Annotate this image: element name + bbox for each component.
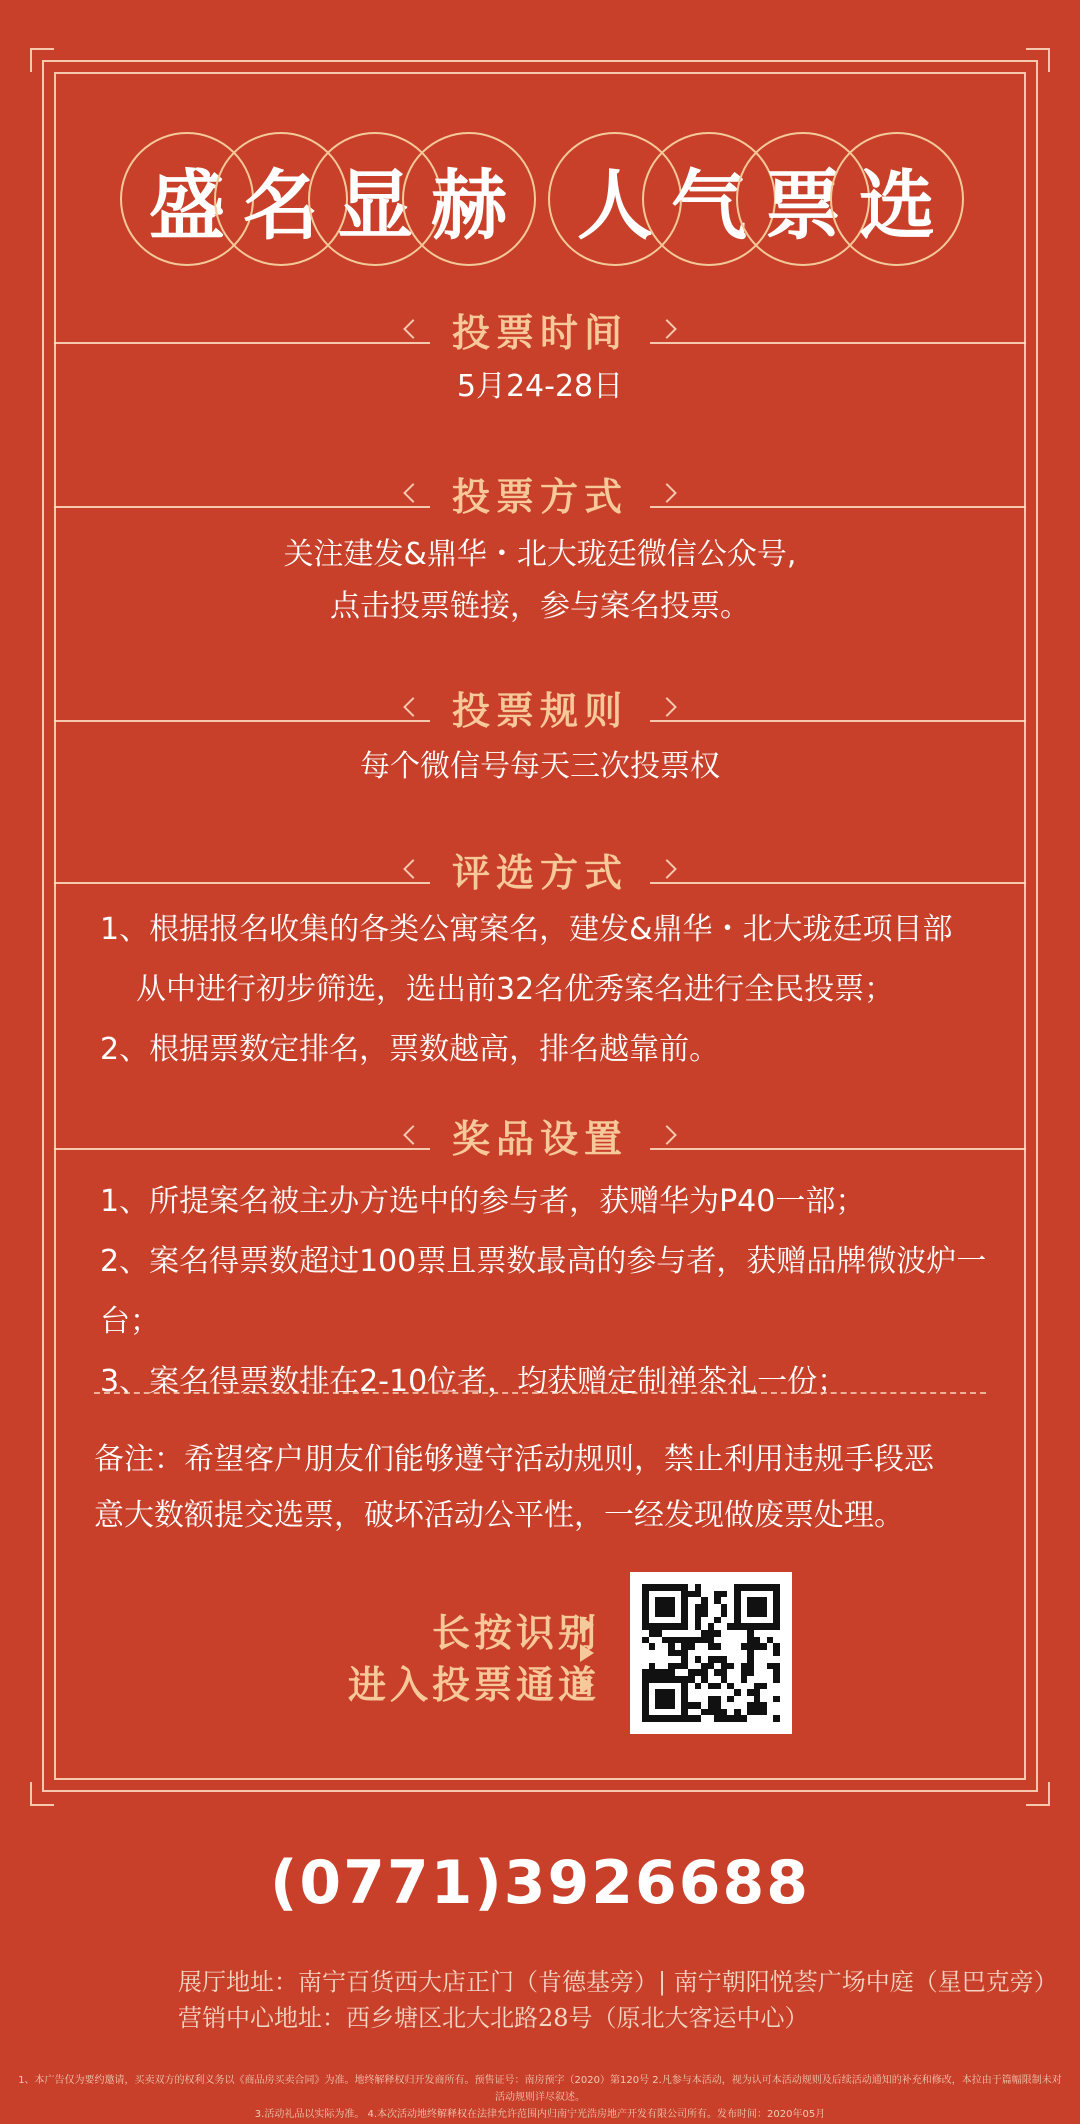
qr-code[interactable] [630,1572,792,1734]
list-item: 2、案名得票数超过100票且票数最高的参与者，获赠品牌微波炉一台； [100,1244,987,1339]
headline-char: 显 [308,132,442,266]
section-header-voting-time [54,308,1026,355]
headline-char: 名 [214,132,348,266]
divider [94,1392,986,1394]
section-title: 投票规则 [430,689,650,733]
headline-char: 气 [642,132,776,266]
qr-code-icon [642,1584,780,1722]
section-header-voting-rules [54,686,1026,733]
headline-char: 赫 [402,132,536,266]
section-header-selection-method [54,848,1026,895]
section-title: 奖品设置 [430,1117,650,1161]
section-header-voting-method [54,472,1026,519]
headline-char: 盛 [120,132,254,266]
cta-long-press: 长按识别 [431,1611,600,1655]
section-title: 投票时间 [430,311,650,355]
list-item: 1、所提案名被主办方选中的参与者，获赠华为P40一部； [100,1184,866,1219]
play-arrow-icon [580,1644,594,1662]
play-arrow-icon [580,1616,594,1634]
section-header-prizes [54,1114,1026,1161]
remark [94,1432,994,1544]
headline-char: 选 [830,132,964,266]
cta-enter-voting: 进入投票通道 [347,1663,600,1707]
remark-line: 备注：希望客户朋友们能够遵守活动规则，禁止利用违规手段恶 [94,1442,934,1477]
sales-center-address: 营销中心地址：西乡塘区北大北路28号（原北大客运中心） [178,2004,809,2032]
headline [120,132,960,266]
list-item: 3、案名得票数排在2-10位者，均获赠定制禅茶礼一份； [100,1364,848,1399]
disclaimer-line: 3.活动礼品以实际为准。 4.本次活动地终解释权在法律允许范围内归南宁光浩房地产开发有限公司所有。发布时间：2020年05月 [254,2109,826,2120]
remark-line: 意大数额提交选票，破坏活动公平性，一经发现做废票处理。 [94,1498,904,1533]
selection-method-list [100,900,1000,1080]
phone-number[interactable]: (0771)3926688 [269,1848,811,1918]
voting-rules-text: 每个微信号每天三次投票权 [360,749,720,784]
voting-method-line: 点击投票链接，参与案名投票。 [330,589,750,624]
list-item: 1、根据报名收集的各类公寓案名，建发&鼎华・北大珑廷项目部 [100,912,953,947]
section-title: 投票方式 [430,475,650,519]
disclaimer [16,2072,1064,2123]
disclaimer-line: 1、本广告仅为要约邀请，买卖双方的权利义务以《商品房买卖合同》为准。地终解释权归开发商所有。预售证号：南房预字（2020）第120号 2.凡参与本活动，视为认可本活动规则及后续活动通知的补充和修改，本拉由于篇幅限制未对活动规则详尽叙述。 [18,2075,1062,2103]
showroom-address: 展厅地址：南宁百货西大店正门（肯德基旁）| 南宁朝阳悦荟广场中庭（星巴克旁） [178,1968,1058,1996]
voting-method-line: 关注建发&鼎华・北大珑廷微信公众号, [283,537,797,572]
headline-char: 人 [548,132,682,266]
prizes-list [100,1172,1000,1412]
section-title: 评选方式 [430,851,650,895]
play-arrow-icon [580,1676,594,1694]
list-item: 2、根据票数定排名，票数越高，排名越靠前。 [100,1032,720,1067]
headline-char: 票 [736,132,870,266]
voting-time-text: 5月24-28日 [456,369,624,404]
list-item: 从中进行初步筛选，选出前32名优秀案名进行全民投票； [136,972,895,1007]
